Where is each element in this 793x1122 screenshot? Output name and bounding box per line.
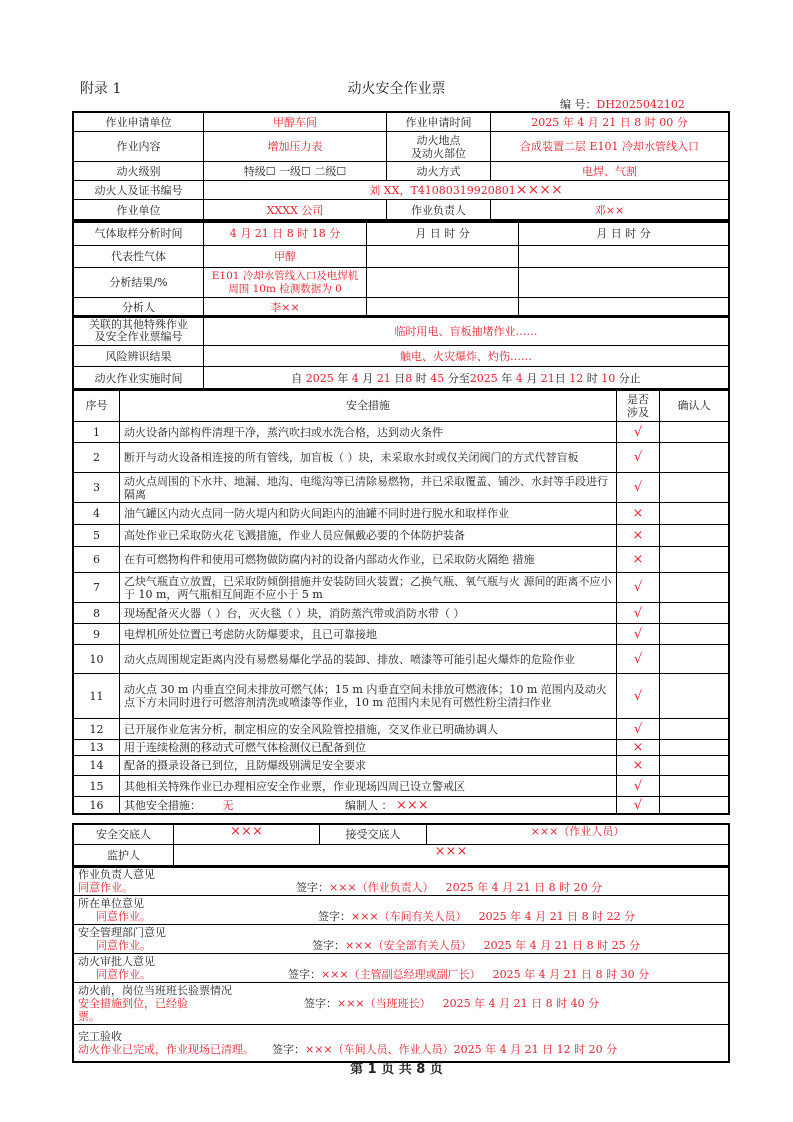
work-unit-value: XXXX 公司 <box>204 200 387 222</box>
sign-time: 2025 年 4 月 21 日 8 时 20 分 <box>445 881 603 894</box>
period-start-month: 4 <box>351 371 359 385</box>
gas-result-value-3 <box>519 268 729 298</box>
measure-confirmer[interactable] <box>660 756 729 776</box>
sign-label: 签字： <box>296 881 329 894</box>
apply-time-label: 作业申请时间 <box>387 113 491 132</box>
gas-result-value-1: E101 冷却水管线入口及电焊机周围 10m 检测数据为 0 <box>204 268 367 298</box>
work-info-table <box>73 316 729 390</box>
measure-confirmer[interactable] <box>660 624 729 645</box>
gas-type-value-2 <box>367 246 519 268</box>
col-involved-header <box>617 390 660 422</box>
period-unit-day-2: 日 <box>554 371 566 385</box>
measure-text: 油气罐区内动火点同一防火堤内和防火间距内的油罐不同时进行脱水和取样作业 <box>120 503 617 525</box>
measure-no: 4 <box>74 503 120 525</box>
opinion-cell <box>74 896 729 925</box>
ticket-number-value: DH2025042102 <box>596 98 685 111</box>
location-label-line2: 及动火部位 <box>411 146 466 160</box>
measure-text: 断开与动火设备相连接的所有管线，加盲板（ ）块，未采取水封或仅关闭阀门的方式代替盲板 <box>120 443 617 473</box>
person-value-text: 刘 XX，T41080319920801 <box>369 183 516 197</box>
opinion-title: 作业负责人意见 <box>78 868 155 881</box>
guardian-label: 监护人 <box>74 845 174 867</box>
appendix-label: 附录 1 <box>80 81 122 97</box>
period-label: 动火作业实施时间 <box>74 367 204 390</box>
measure-row <box>74 422 729 443</box>
person-value-suffix: ×××× <box>515 181 563 198</box>
measure-no: 11 <box>74 674 120 719</box>
signer: ×××（安全部有关人员） <box>345 939 472 952</box>
sign-label: 签字： <box>304 997 337 1010</box>
period-unit-year-2: 年 <box>501 371 513 385</box>
measure-text: 乙炔气瓶直立放置，已采取防倾倒措施并安装防回火装置；乙换气瓶、氧气瓶与火 源间的距离不应小于 10 m，两气瓶相互间距不应小于 5 m <box>120 573 617 603</box>
measure-no: 9 <box>74 624 120 645</box>
row-apply <box>74 113 729 132</box>
handover-table <box>73 824 729 867</box>
measure-row <box>74 645 729 674</box>
opinion-cell <box>74 983 729 1025</box>
measure-row <box>74 473 729 503</box>
col-measure-header: 安全措施 <box>120 390 617 422</box>
opinion-text: 同意作业。 <box>96 968 151 981</box>
gas-time-label: 气体取样分析时间 <box>74 221 204 246</box>
row-handover <box>74 825 729 845</box>
period-suffix: 分止 <box>618 371 641 385</box>
page-indicator: 第 1 页 共 8 页 <box>350 1062 443 1077</box>
measure-row <box>74 776 729 797</box>
row-level <box>74 162 729 181</box>
measure-text: 高处作业已采取防火花飞溅措施，作业人员应佩戴必要的个体防护装备 <box>120 525 617 547</box>
period-end-day: 21 <box>540 371 555 385</box>
author-value: ××× <box>396 797 429 813</box>
measure-no: 1 <box>74 422 120 443</box>
row-gas-type <box>74 246 729 268</box>
measure-no: 12 <box>74 719 120 740</box>
method-label: 动火方式 <box>387 162 491 181</box>
measure-confirmer[interactable] <box>660 443 729 473</box>
measure-text: 已开展作业危害分析，制定相应的安全风险管控措施，交叉作业已明确协调人 <box>120 719 617 740</box>
opinion-row <box>74 867 729 896</box>
measure-mark[interactable]: × <box>617 525 660 547</box>
measure-text: 动火设备内部构件清理干净，蒸汽吹扫或水洗合格，达到动火条件 <box>120 422 617 443</box>
measure-row <box>74 443 729 473</box>
leader-label: 作业负责人 <box>387 200 491 222</box>
sign-label: 签字： <box>312 939 345 952</box>
row-gas-time <box>74 221 729 246</box>
gas-time-value-3: 月 日 时 分 <box>519 221 729 246</box>
period-unit-hour: 时 <box>415 371 427 385</box>
other-measures-label: 其他安全措施： <box>124 798 201 812</box>
row-content <box>74 132 729 162</box>
measure-confirmer[interactable] <box>660 797 729 814</box>
measure-text: 其他相关特殊作业已办理相应安全作业票，作业现场四周已设立警戒区 <box>120 776 617 797</box>
gas-type-label: 代表性气体 <box>74 246 204 268</box>
method-value: 电焊、气割 <box>491 162 729 181</box>
row-period <box>74 367 729 390</box>
period-prefix: 自 <box>291 371 303 385</box>
measures-header-row <box>74 390 729 422</box>
measure-mark[interactable]: √ <box>617 443 660 473</box>
ticket-number-label: 编 号： <box>560 98 597 111</box>
col-involved-header-line1: 是否 <box>627 392 649 406</box>
signer: ×××（当班班长） <box>337 997 431 1010</box>
opinion-line <box>78 881 724 894</box>
measure-confirmer[interactable] <box>660 525 729 547</box>
measure-text: 现场配备灭火器（ ）台，灭火毯（ ）块，消防蒸汽带或消防水带（ ） <box>120 603 617 624</box>
apply-unit-value: 甲醇车间 <box>204 113 387 132</box>
signer: ×××（车间人员、作业人员） <box>305 1043 454 1056</box>
receiver-value: ×××（作业人员） <box>427 825 729 845</box>
measure-no: 10 <box>74 645 120 674</box>
measure-row <box>74 719 729 740</box>
measures-table <box>73 389 729 814</box>
opinion-title: 安全管理部门意见 <box>78 926 166 939</box>
gas-result-value-2 <box>367 268 519 298</box>
period-start-hour: 8 <box>405 371 413 385</box>
measure-mark[interactable]: √ <box>617 674 660 719</box>
row-person <box>74 181 729 200</box>
measure-row <box>74 740 729 756</box>
leader-value: 邓×× <box>491 200 729 222</box>
measure-mark[interactable]: √ <box>617 797 660 814</box>
other-measures-value: 无 <box>222 798 234 812</box>
sign-time: 2025 年 4 月 21 日 8 时 25 分 <box>483 939 641 952</box>
opinion-row <box>74 1025 729 1062</box>
location-label-line1: 动火地点 <box>416 133 461 147</box>
signer: ×××（车间有关人员） <box>351 910 467 923</box>
measure-row <box>74 503 729 525</box>
row-risk <box>74 346 729 367</box>
analyst-value-3 <box>519 298 729 317</box>
measure-no: 15 <box>74 776 120 797</box>
gas-time-value-1: 4 月 21 日 8 时 18 分 <box>204 221 367 246</box>
measure-row <box>74 756 729 776</box>
gas-analysis-table <box>73 220 729 317</box>
opinions-table <box>73 866 729 1062</box>
ticket-number <box>560 96 685 112</box>
measure-no: 5 <box>74 525 120 547</box>
period-unit-month-2: 月 <box>526 371 538 385</box>
location-value: 合成装置二层 E101 冷却水管线入口 <box>491 132 729 162</box>
measure-confirmer[interactable] <box>660 776 729 797</box>
related-value: 临时用电、盲板抽堵作业…… <box>204 317 729 346</box>
measure-mark[interactable]: √ <box>617 573 660 603</box>
opinion-cell <box>74 1025 729 1062</box>
measure-text: 电焊机所处位置已考虑防火防爆要求，且已可靠接地 <box>120 624 617 645</box>
period-start-year: 2025 <box>305 371 334 385</box>
risk-value: 触电、火灾爆炸、灼伤…… <box>204 346 729 367</box>
level-options[interactable]: 特级☐ 一级☐ 二级☐ <box>204 162 387 181</box>
measure-confirmer[interactable] <box>660 674 729 719</box>
row-guardian <box>74 845 729 867</box>
sign-label: 签字： <box>272 1043 305 1056</box>
measure-text: 动火点周围的下水井、地漏、地沟、电缆沟等已清除易燃物，并已采取覆盖、铺沙、水封等手段进行隔离 <box>120 473 617 503</box>
measure-no: 3 <box>74 473 120 503</box>
measure-row <box>74 573 729 603</box>
measure-mark[interactable]: √ <box>617 624 660 645</box>
location-label <box>387 132 491 162</box>
measure-confirmer[interactable] <box>660 740 729 756</box>
guardian-value: ××× <box>174 845 729 867</box>
opinion-text: 同意作业。 <box>96 939 151 952</box>
period-end-hour: 12 <box>569 371 584 385</box>
measure-mark[interactable]: √ <box>617 645 660 674</box>
opinion-title: 动火前，岗位当班班长验票情况 <box>78 984 232 997</box>
measure-mark[interactable]: √ <box>617 776 660 797</box>
opinion-row <box>74 896 729 925</box>
opinion-line <box>78 968 724 981</box>
person-label: 动火人及证书编号 <box>74 181 204 200</box>
measure-mark[interactable]: × <box>617 740 660 756</box>
measure-mark[interactable]: √ <box>617 719 660 740</box>
measure-row <box>74 674 729 719</box>
opinion-title: 动火审批人意见 <box>78 955 155 968</box>
gas-time-value-2: 月 日 时 分 <box>367 221 519 246</box>
opinion-cell <box>74 954 729 983</box>
level-label: 动火级别 <box>74 162 204 181</box>
opinion-row <box>74 983 729 1025</box>
related-label-line2: 及安全作业票编号 <box>94 330 183 343</box>
measure-text: 用于连续检测的移动式可燃气体检测仪已配备到位 <box>120 740 617 756</box>
opinion-row <box>74 954 729 983</box>
period-start-day: 21 <box>376 371 391 385</box>
measure-row-16 <box>74 797 729 814</box>
row-analyst <box>74 298 729 317</box>
measure-mark[interactable]: × <box>617 547 660 573</box>
measure-mark[interactable]: √ <box>617 422 660 443</box>
signer: ×××（作业负责人） <box>329 881 434 894</box>
measure-row <box>74 547 729 573</box>
col-no-header: 序号 <box>74 390 120 422</box>
gas-result-label: 分析结果/% <box>74 268 204 298</box>
row-related <box>74 317 729 346</box>
row-work-unit <box>74 200 729 222</box>
measure-confirmer[interactable] <box>660 422 729 443</box>
related-label-line1: 关联的其他特殊作业 <box>89 318 188 331</box>
period-start-minute: 45 <box>430 371 445 385</box>
sign-label: 签字： <box>288 968 321 981</box>
author-label: 编制人 ： <box>345 798 393 812</box>
content-label: 作业内容 <box>74 132 204 162</box>
measure-no: 8 <box>74 603 120 624</box>
measure-mark[interactable]: √ <box>617 473 660 503</box>
analyst-value-2 <box>367 298 519 317</box>
measure-text: 配备的摄录设备已到位，且防爆级别满足安全要求 <box>120 756 617 776</box>
period-value <box>204 367 729 390</box>
opinion-title: 所在单位意见 <box>78 897 144 910</box>
measure-no: 7 <box>74 573 120 603</box>
basic-info-table <box>73 112 729 222</box>
opinion-cell <box>74 925 729 954</box>
opinion-line <box>78 939 724 952</box>
measure-confirmer[interactable] <box>660 603 729 624</box>
measure-mark[interactable]: √ <box>617 603 660 624</box>
measure-confirmer[interactable] <box>660 645 729 674</box>
measure-row <box>74 525 729 547</box>
period-end-minute: 10 <box>601 371 616 385</box>
period-unit-day: 日 <box>394 371 406 385</box>
apply-unit-label: 作业申请单位 <box>74 113 204 132</box>
analyst-label: 分析人 <box>74 298 204 317</box>
sign-label: 签字： <box>318 910 351 923</box>
row-gas-result <box>74 268 729 298</box>
measure-no: 14 <box>74 756 120 776</box>
opinion-text: 动火作业已完成，作业现场已清理。 <box>78 1043 254 1056</box>
measure-confirmer[interactable] <box>660 719 729 740</box>
giver-value: ××× <box>174 825 320 845</box>
work-unit-label: 作业单位 <box>74 200 204 222</box>
period-mid: 分至 <box>447 371 470 385</box>
measure-row <box>74 624 729 645</box>
opinion-cell <box>74 867 729 896</box>
period-unit-year: 年 <box>337 371 349 385</box>
col-involved-header-line2: 涉及 <box>627 405 649 419</box>
period-end-month: 4 <box>515 371 523 385</box>
measure-confirmer[interactable] <box>660 503 729 525</box>
content-value: 增加压力表 <box>204 132 387 162</box>
measure-text: 动火点 30 m 内垂直空间未排放可燃气体；15 m 内垂直空间未排放可燃液体；10 m 范围内及动火点下方未同时进行可燃溶剂清洗或喷漆等作业，10 m 范围内未见有可燃性粉尘清扫作业 <box>120 674 617 719</box>
period-unit-month: 月 <box>362 371 374 385</box>
measure-no: 16 <box>74 797 120 814</box>
opinion-text: 同意作业。 <box>78 881 133 894</box>
measure-row <box>74 603 729 624</box>
measure-confirmer[interactable] <box>660 547 729 573</box>
opinion-row <box>74 925 729 954</box>
opinion-text: 安全措施到位，已经验票。 <box>78 997 188 1023</box>
analyst-value-1: 李×× <box>204 298 367 317</box>
measure-text: 动火点周围规定距离内没有易燃易爆化学品的装卸、排放、喷漆等可能引起火爆炸的危险作业 <box>120 645 617 674</box>
opinion-line <box>78 1043 724 1056</box>
related-label <box>74 317 204 346</box>
period-unit-hour-2: 时 <box>586 371 598 385</box>
measure-text: 在有可燃物构件和使用可燃物做防腐内衬的设备内部动火作业，已采取防火隔绝 措施 <box>120 547 617 573</box>
apply-time-value: 2025 年 4 月 21 日 8 时 00 分 <box>491 113 729 132</box>
opinion-line <box>78 997 724 1023</box>
receiver-label: 接受交底人 <box>320 825 427 845</box>
sign-time: 2025 年 4 月 21 日 8 时 22 分 <box>478 910 636 923</box>
signer: ×××（主管副总经理或副厂长） <box>321 968 481 981</box>
measure-no: 6 <box>74 547 120 573</box>
measure-confirmer[interactable] <box>660 473 729 503</box>
sign-time: 2025 年 4 月 21 日 8 时 40 分 <box>442 997 600 1010</box>
risk-label: 风险辨识结果 <box>74 346 204 367</box>
gas-type-value-1: 甲醇 <box>204 246 367 268</box>
opinion-text: 同意作业。 <box>96 910 151 923</box>
period-end-year: 2025 <box>469 371 498 385</box>
measure-no: 13 <box>74 740 120 756</box>
page-title: 动火安全作业票 <box>347 81 446 97</box>
person-value <box>204 181 729 200</box>
measure-mark[interactable]: × <box>617 503 660 525</box>
opinion-line <box>78 910 724 923</box>
measure-confirmer[interactable] <box>660 573 729 603</box>
measure-no: 2 <box>74 443 120 473</box>
measure-other <box>120 797 617 814</box>
sign-time: 2025 年 4 月 21 日 12 时 20 分 <box>453 1043 618 1056</box>
measure-mark[interactable]: × <box>617 756 660 776</box>
opinion-title: 完工验收 <box>78 1030 122 1043</box>
col-confirm-header: 确认人 <box>660 390 729 422</box>
giver-label: 安全交底人 <box>74 825 174 845</box>
sign-time: 2025 年 4 月 21 日 8 时 30 分 <box>492 968 650 981</box>
gas-type-value-3 <box>519 246 729 268</box>
